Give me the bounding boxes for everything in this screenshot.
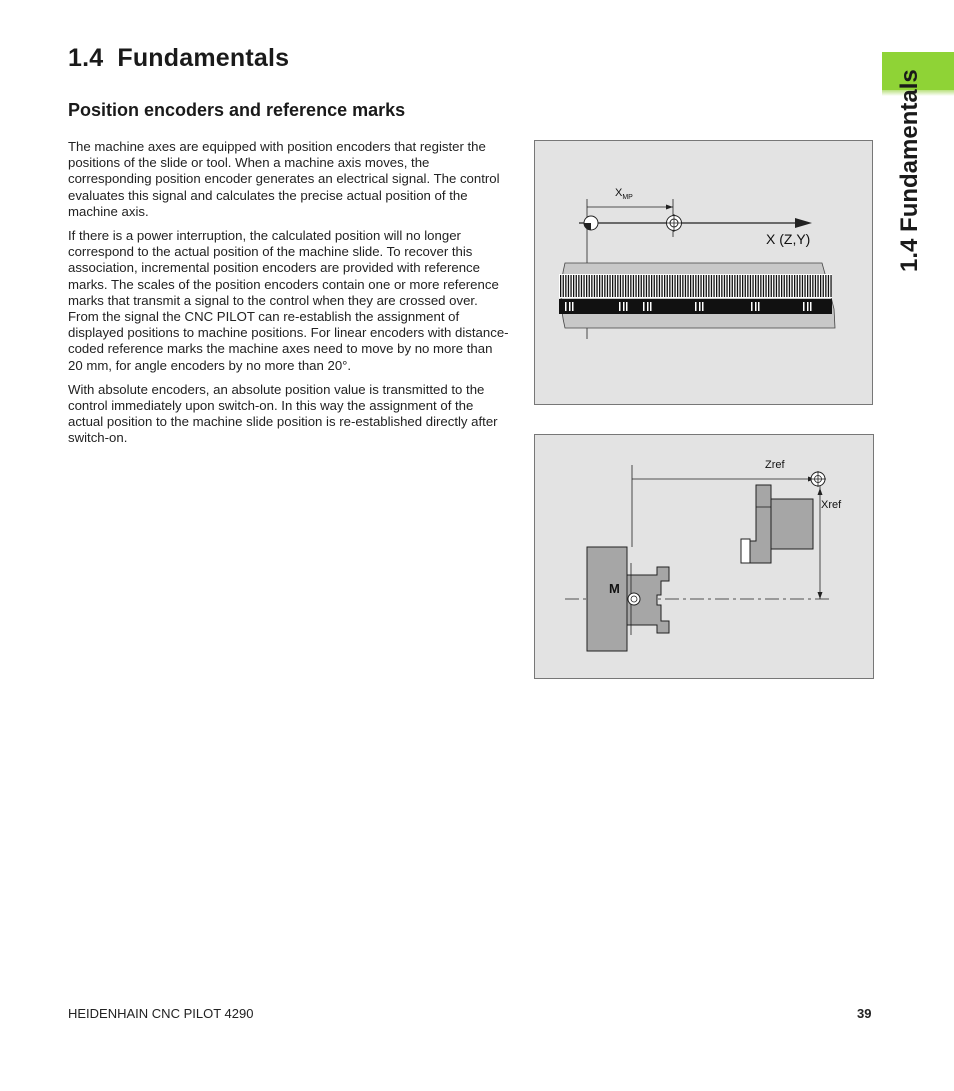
graduation-line — [781, 275, 782, 297]
graduation-line — [755, 275, 756, 297]
graduation-line — [622, 275, 623, 297]
graduation-line — [625, 275, 626, 297]
graduation-line — [786, 275, 787, 297]
reference-mark — [643, 302, 645, 311]
graduation-line — [581, 275, 582, 297]
graduation-line — [615, 275, 616, 297]
encoder-scale-drawing — [535, 141, 874, 406]
reference-mark — [758, 302, 760, 311]
graduation-line — [784, 275, 785, 297]
graduation-line — [672, 275, 673, 297]
graduation-line — [830, 275, 831, 297]
graduation-line — [799, 275, 800, 297]
graduation-line — [789, 275, 790, 297]
graduation-line — [589, 275, 590, 297]
reference-mark — [755, 302, 757, 311]
graduation-line — [815, 275, 816, 297]
section-number: 1.4 — [68, 44, 104, 72]
reference-mark — [695, 302, 697, 311]
graduation-line — [791, 275, 792, 297]
reference-mark — [807, 302, 809, 311]
graduation-line — [706, 275, 707, 297]
graduation-line — [648, 275, 649, 297]
graduation-line — [646, 275, 647, 297]
footer-manual-title: HEIDENHAIN CNC PILOT 4290 — [68, 1006, 254, 1021]
graduation-line — [794, 275, 795, 297]
tool-post — [747, 485, 771, 563]
graduation-line — [802, 275, 803, 297]
graduation-line — [797, 275, 798, 297]
reference-point-symbol — [810, 471, 826, 487]
reference-mark — [647, 302, 649, 311]
graduation-line — [732, 275, 733, 297]
graduation-line — [630, 275, 631, 297]
graduation-line — [825, 275, 826, 297]
graduation-line — [747, 275, 748, 297]
axis-label: X (Z,Y) — [766, 231, 811, 247]
graduation-line — [745, 275, 746, 297]
graduation-line — [771, 275, 772, 297]
graduation-line — [578, 275, 579, 297]
reference-mark — [699, 302, 701, 311]
body-text — [68, 139, 510, 455]
paragraph: With absolute encoders, an absolute position value is transmitted to the control immediately upon switch-on. In this way the assignment of the actual position to the machine slide position is re-established directly after switch-on. — [68, 381, 498, 446]
graduation-line — [804, 275, 805, 297]
dimension-arrowhead — [666, 205, 673, 210]
graduation-line — [760, 275, 761, 297]
graduation-line — [708, 275, 709, 297]
graduation-line — [669, 275, 670, 297]
graduation-line — [591, 275, 592, 297]
graduation-line — [693, 275, 694, 297]
graduation-line — [568, 275, 569, 297]
graduation-line — [599, 275, 600, 297]
reference-mark — [751, 302, 753, 311]
machine-datum-label: M — [609, 581, 620, 596]
graduation-line — [721, 275, 722, 297]
subsection-title: Position encoders and reference marks — [68, 100, 406, 120]
graduation-line — [682, 275, 683, 297]
graduation-line — [812, 275, 813, 297]
paragraph: If there is a power interruption, the calculated position will no longer correspond to the actual position of the machine slide. To recover this association, incremental position encoders are provided with reference marks. The scales of the position encoders contain one or more reference marks that transmit a signal to the control when they are crossed over. From the signal the CNC PILOT can re-establish the assignment of displayed positions to machine positions. For linear encoders with distance-coded reference marks the machine axes need to move by no more than 20 mm, for angle encoders by no more than 20°. — [68, 228, 509, 373]
zref-label: Zref — [765, 459, 785, 471]
graduation-line — [737, 275, 738, 297]
graduation-line — [654, 275, 655, 297]
graduation-line — [635, 275, 636, 297]
graduation-line — [711, 275, 712, 297]
graduation-line — [570, 275, 571, 297]
graduation-line — [828, 275, 829, 297]
reference-mark — [565, 302, 567, 311]
section-title — [68, 44, 289, 73]
graduation-line — [596, 275, 597, 297]
side-tab-label: 1.4 Fundamentals — [896, 69, 923, 272]
graduation-line — [700, 275, 701, 297]
graduation-line — [565, 275, 566, 297]
graduation-line — [716, 275, 717, 297]
graduation-line — [641, 275, 642, 297]
graduation-line — [742, 275, 743, 297]
graduation-line — [573, 275, 574, 297]
lathe-reference-figure — [534, 434, 874, 679]
graduation-line — [729, 275, 730, 297]
graduation-line — [594, 275, 595, 297]
graduation-line — [609, 275, 610, 297]
graduation-line — [734, 275, 735, 297]
graduation-line — [586, 275, 587, 297]
graduation-line — [651, 275, 652, 297]
section-title-text: Fundamentals — [117, 44, 290, 72]
graduation-line — [617, 275, 618, 297]
machine-datum-symbol — [628, 593, 640, 605]
reference-mark — [626, 302, 628, 311]
machine-datum-symbol — [584, 216, 598, 230]
reference-mark — [569, 302, 571, 311]
graduation-line — [659, 275, 660, 297]
graduation-line — [763, 275, 764, 297]
graduation-line — [602, 275, 603, 297]
graduation-line — [703, 275, 704, 297]
graduation-line — [823, 275, 824, 297]
graduation-line — [664, 275, 665, 297]
axis-arrowhead — [795, 218, 812, 228]
graduation-line — [685, 275, 686, 297]
reference-mark — [623, 302, 625, 311]
graduation-line — [726, 275, 727, 297]
encoder-scale-figure — [534, 140, 873, 405]
spindle-headstock — [587, 547, 627, 651]
graduation-line — [667, 275, 668, 297]
reference-mark — [702, 302, 704, 311]
graduation-line — [776, 275, 777, 297]
graduation-line — [560, 275, 561, 297]
graduation-line — [698, 275, 699, 297]
graduation-line — [656, 275, 657, 297]
graduation-line — [674, 275, 675, 297]
graduation-line — [752, 275, 753, 297]
graduation-line — [620, 275, 621, 297]
graduation-line — [633, 275, 634, 297]
reference-mark — [572, 302, 574, 311]
graduation-line — [677, 275, 678, 297]
graduation-line — [607, 275, 608, 297]
reference-point-symbol — [665, 214, 683, 232]
graduation-line — [690, 275, 691, 297]
graduation-line — [817, 275, 818, 297]
graduation-line — [773, 275, 774, 297]
graduation-line — [778, 275, 779, 297]
scale-bands — [559, 274, 832, 314]
reference-mark — [803, 302, 805, 311]
footer-page-number: 39 — [857, 1006, 872, 1021]
cutting-tool — [741, 539, 750, 563]
graduation-line — [604, 275, 605, 297]
graduation-line — [680, 275, 681, 297]
graduation-line — [576, 275, 577, 297]
graduation-line — [724, 275, 725, 297]
graduation-line — [583, 275, 584, 297]
graduation-line — [758, 275, 759, 297]
graduation-line — [739, 275, 740, 297]
graduation-line — [687, 275, 688, 297]
reference-mark — [650, 302, 652, 311]
paragraph: The machine axes are equipped with position encoders that register the positions of the slide or tool. When a machine axis moves, the corresponding position encoder generates an electrical signal. The control evaluates this signal and calculates the precise actual position of the machine axis. — [68, 139, 500, 219]
graduation-line — [612, 275, 613, 297]
dimension-arrowhead — [818, 592, 823, 599]
graduation-line — [638, 275, 639, 297]
dimension-arrowhead — [818, 488, 823, 495]
graduation-line — [820, 275, 821, 297]
graduation-line — [563, 275, 564, 297]
reference-mark — [810, 302, 812, 311]
xmp-label: $X_{MP}$ — [615, 187, 633, 202]
graduation-line — [643, 275, 644, 297]
xref-label: Xref — [821, 499, 842, 511]
graduation-line — [713, 275, 714, 297]
graduation-line — [695, 275, 696, 297]
lathe-reference-drawing — [535, 435, 875, 680]
graduation-line — [810, 275, 811, 297]
graduation-line — [628, 275, 629, 297]
graduation-line — [765, 275, 766, 297]
graduation-line — [750, 275, 751, 297]
graduation-line — [661, 275, 662, 297]
graduation-line — [719, 275, 720, 297]
reference-mark — [619, 302, 621, 311]
graduation-line — [768, 275, 769, 297]
graduation-line — [807, 275, 808, 297]
